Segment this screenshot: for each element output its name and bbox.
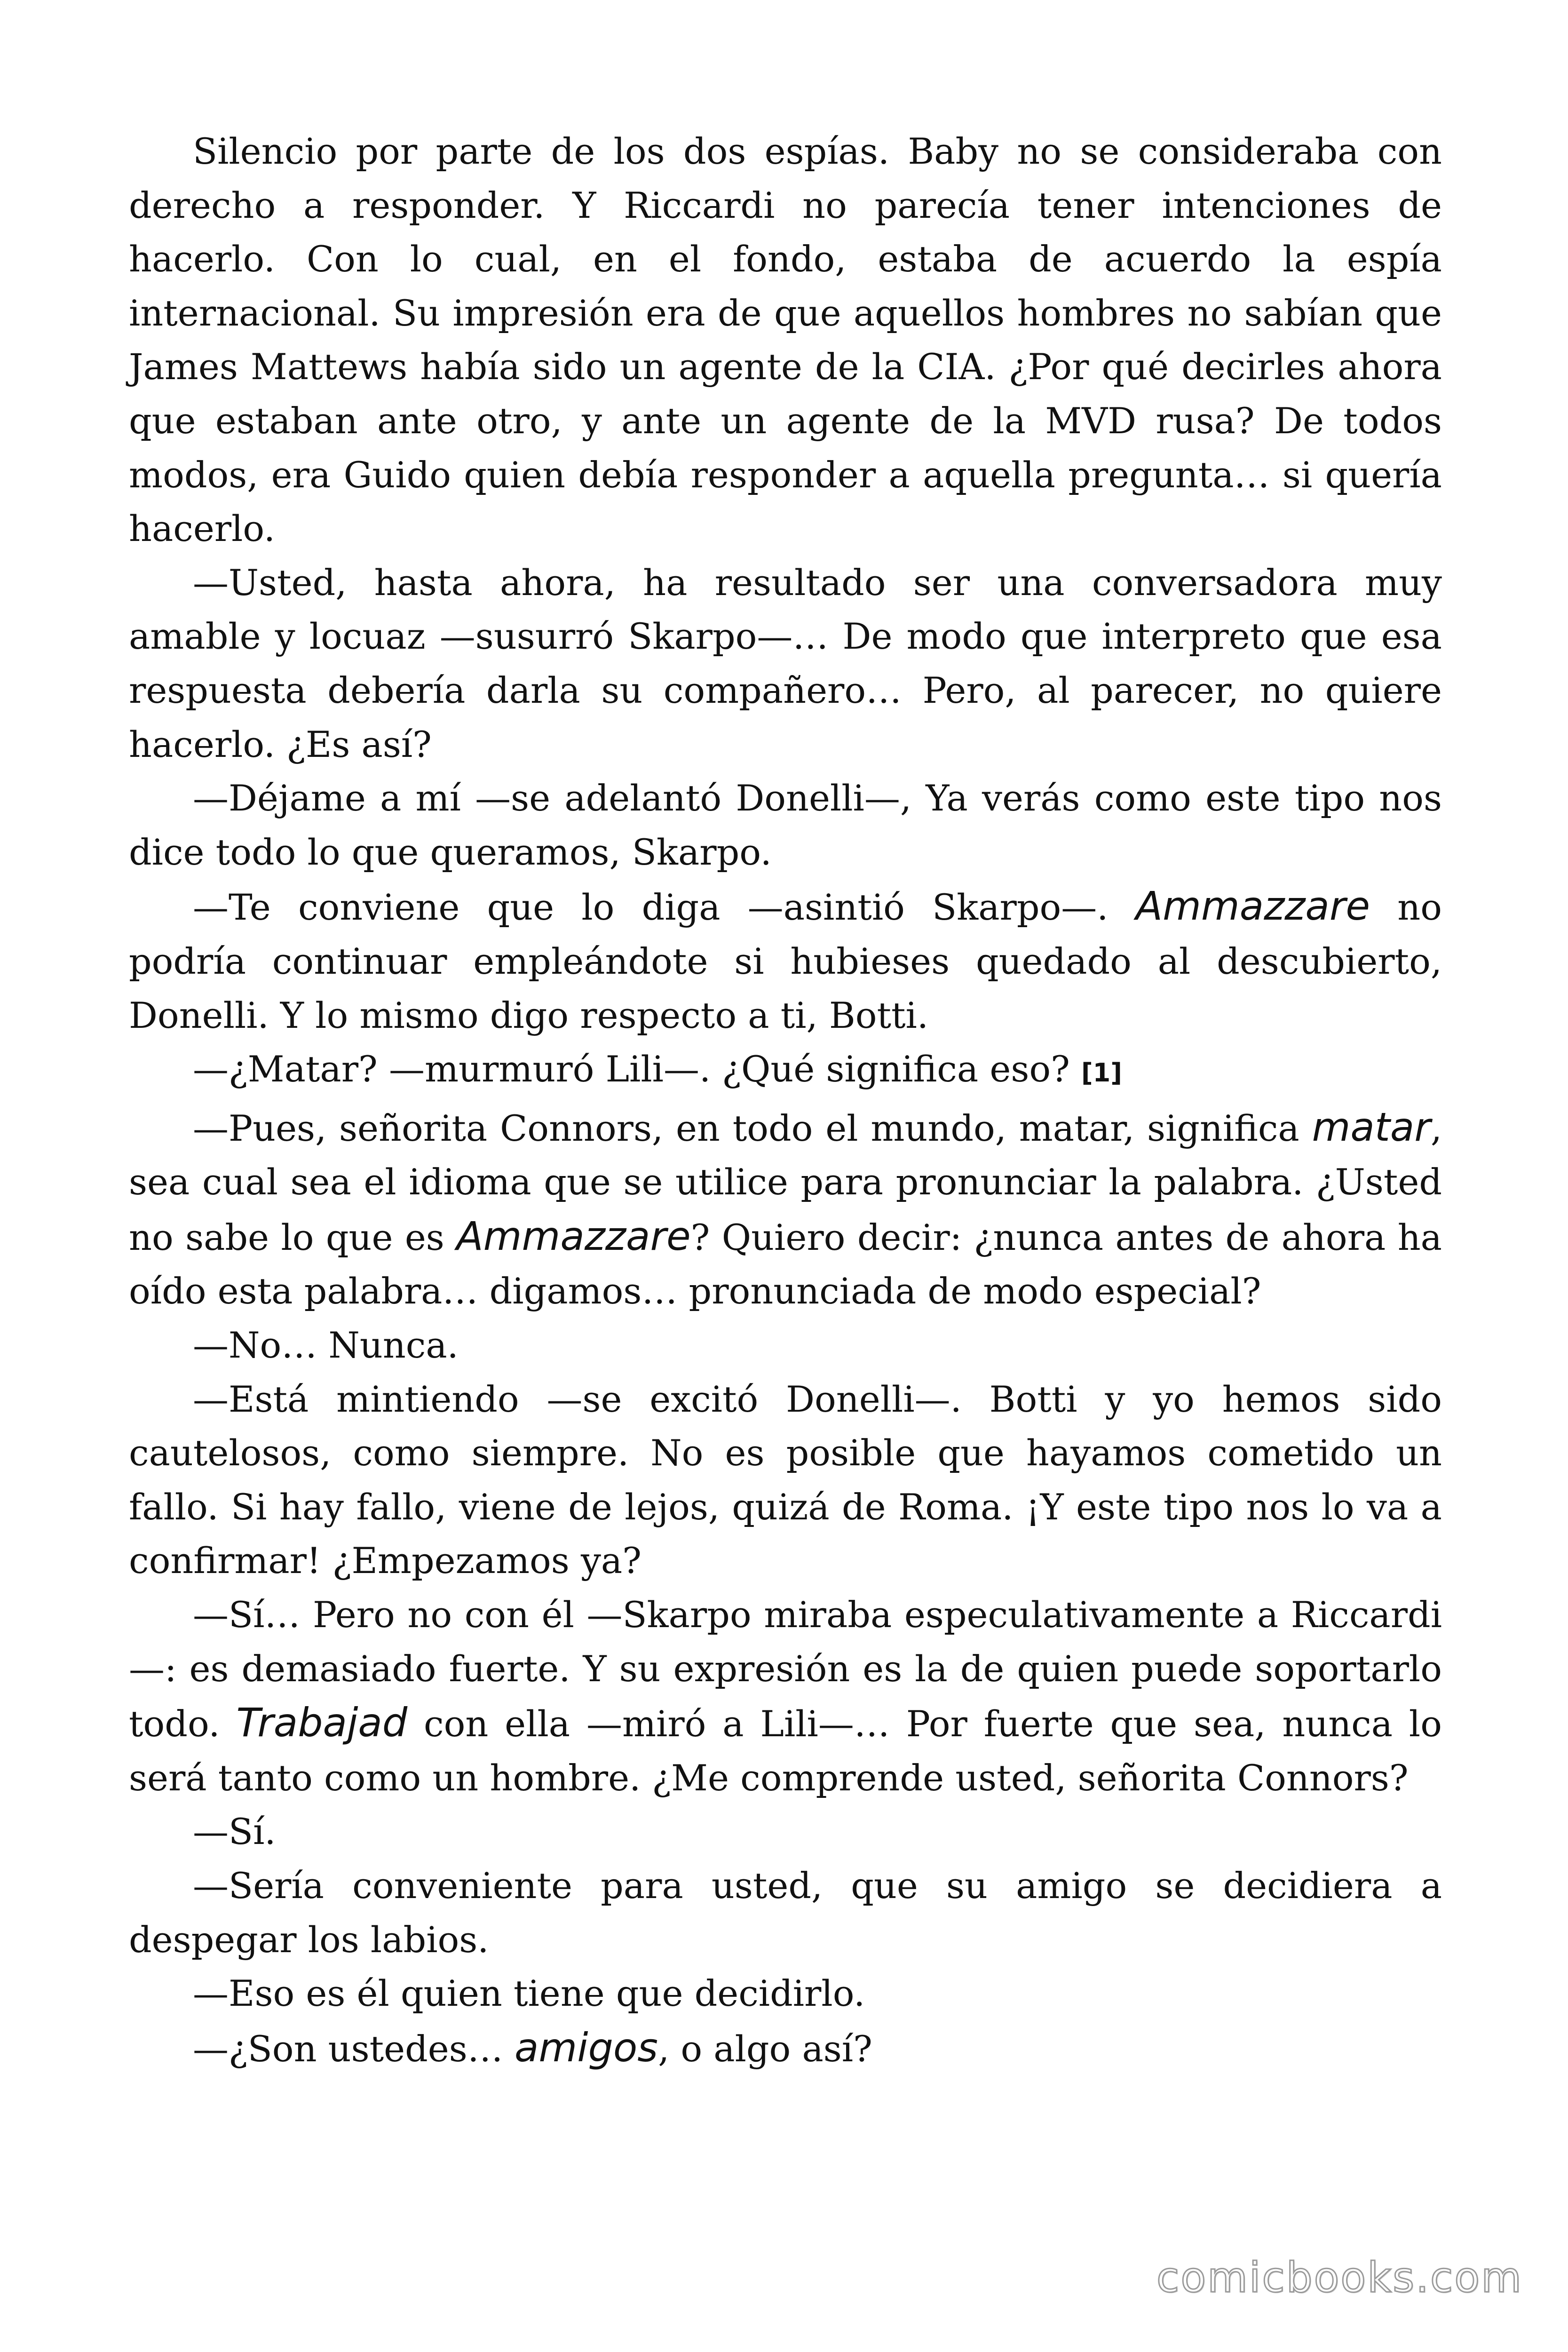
paragraph-text: —¿Son ustedes… [193,2027,515,2070]
paragraph-text: no podría continuar empleándote si hubieses quedado al descubierto, Donelli. Y lo mismo digo respecto a ti, Botti. [129,886,1442,1036]
watermark: comicbooks.com [1156,2253,1523,2302]
paragraph-text: —Eso es él quien tiene que decidirlo. [193,1972,865,2015]
paragraph [129,2021,1442,2076]
paragraph-text: —Sí… Pero no con él —Skarpo miraba especulativamente a Riccardi—: es demasiado fuerte. Y su expresión es la de quien puede soportarlo todo. [129,1594,1442,1745]
paragraph [129,125,1442,556]
paragraph-text: —Déjame a mí —se adelantó Donelli—, Ya verás como este tipo nos dice todo lo que queramos, Skarpo. [129,777,1442,873]
paragraph-text: —Te conviene que lo diga —asintió Skarpo—. [193,886,1136,929]
paragraph [129,1967,1442,2021]
paragraph [129,1859,1442,1967]
italic-word: matar [1312,1104,1431,1150]
paragraph-text: con ella —miró a Lili—… Por fuerte que sea, nunca lo será tanto como un hombre. ¿Me comprende usted, señorita Connors? [129,1703,1442,1799]
paragraph [129,1588,1442,1805]
paragraph-text: —¿Matar? —murmuró Lili—. ¿Qué significa eso? [193,1048,1081,1090]
italic-word: Trabajad [236,1700,408,1746]
paragraph [129,771,1442,879]
paragraph [129,556,1442,771]
paragraph-text: —Usted, hasta ahora, ha resultado ser una conversadora muy amable y locuaz —susurró Skarpo—… De modo que interpreto que esa respuesta debería darla su compañero… Pero, al parecer, no quiere hacerlo. ¿Es así? [129,561,1442,765]
paragraph [129,1805,1442,1859]
paragraph-text: —Está mintiendo —se excitó Donelli—. Botti y yo hemos sido cautelosos, como siempre. No es posible que hayamos cometido un fallo. Si hay fallo, viene de lejos, quizá de Roma. ¡Y este tipo nos lo va a confirmar! ¿Empezamos ya? [129,1378,1442,1582]
paragraph [129,1373,1442,1588]
footnote-reference[interactable]: [1] [1081,1058,1122,1088]
paragraph-text: ? Quiero decir: ¿nunca antes de ahora ha oído esta palabra… digamos… pronunciada de modo especial? [129,1216,1442,1312]
paragraph-text: —Sería conveniente para usted, que su amigo se decidiera a despegar los labios. [129,1865,1442,1961]
paragraph [129,1319,1442,1373]
paragraph [129,1100,1442,1319]
paragraph [129,1042,1442,1100]
italic-word: Ammazzare [1135,883,1370,930]
book-page-body [129,125,1442,2076]
italic-word: Ammazzare [456,1213,691,1259]
paragraph-text: , sea cual sea el idioma que se utilice para pronunciar la palabra. ¿Usted no sabe lo que es [129,1107,1442,1258]
paragraph-text: —Sí. [193,1811,276,1853]
paragraph [129,879,1442,1042]
paragraph-text: —Pues, señorita Connors, en todo el mundo, matar, significa [193,1107,1312,1149]
italic-word: amigos [514,2024,658,2071]
paragraph-text: —No… Nunca. [193,1324,459,1367]
paragraph-text: , o algo así? [658,2027,872,2070]
paragraph-text: Silencio por parte de los dos espías. Baby no se consideraba con derecho a responder. Y Riccardi no parecía tener intenciones de hacerlo. Con lo cual, en el fondo, estaba de acuerdo la espía internacional. Su impresión era de que aquellos hombres no sabían que James Mattews había sido un agente de la CIA. ¿Por qué decirles ahora que estaban ante otro, y ante un agente de la MVD rusa? De todos modos, era Guido quien debía responder a aquella pregunta… si quería hacerlo. [129,130,1442,550]
